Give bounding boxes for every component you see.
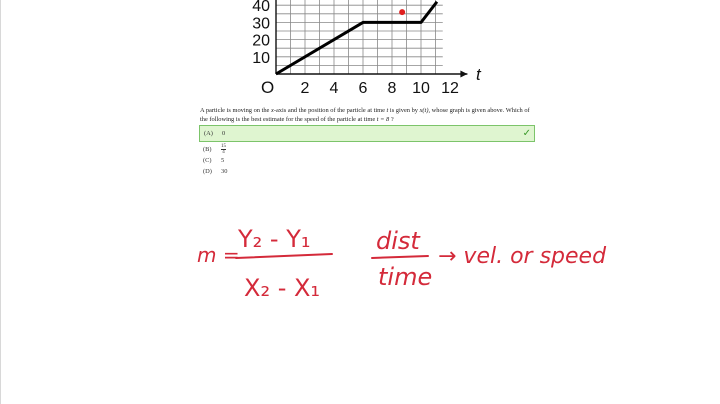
x-tick-label: 12 (441, 80, 459, 97)
slope-fraction-bar (236, 254, 332, 258)
check-icon: ✓ (522, 128, 531, 139)
velocity-note: → vel. or speed (438, 244, 607, 269)
slope-denominator: X₂ - X₁ (244, 274, 321, 302)
question-part: , whose graph is given above. Which of the following is the best estimate for the speed of the particle at time (200, 107, 530, 123)
x-tick-label: 10 (412, 80, 430, 97)
question-part: A particle is moving on the (200, 107, 271, 114)
t-axis-label: t (476, 65, 481, 84)
slope-numerator: Y₂ - Y₁ (238, 225, 311, 253)
x-tick-label: 2 (300, 80, 310, 97)
question-part: ? (389, 115, 394, 123)
question-var-x: x (271, 107, 274, 114)
fraction-denominator: 4 (222, 150, 225, 156)
x-tick-label: 6 (358, 80, 368, 97)
question-part: is given by (388, 107, 420, 114)
x-tick-label: 8 (387, 80, 397, 97)
choice-value: 0 (222, 130, 226, 137)
time-label: time (378, 263, 433, 291)
slope-lhs: m = (197, 243, 240, 267)
choice-letter: (B) (203, 146, 212, 153)
y-tick-label: 40 (252, 0, 270, 16)
question-var-t: t (386, 107, 389, 114)
question-func: x(t) (419, 107, 429, 114)
question-t-eq: t = 8 (376, 115, 390, 123)
choice-letter: (D) (203, 168, 212, 175)
dist-time-bar (372, 256, 428, 258)
choice-letter: (C) (203, 157, 212, 164)
y-tick-label: 20 (252, 32, 270, 50)
x-tick-label: 4 (329, 80, 339, 97)
y-tick-label: 10 (252, 49, 270, 67)
fraction-numerator: 15 (221, 144, 226, 150)
choice-letter: (A) (204, 130, 213, 137)
choice-value: 5 (221, 157, 225, 164)
dist-label: dist (376, 227, 420, 255)
choice-value: 30 (221, 168, 228, 175)
question-part: -axis and the position of the particle at time (273, 107, 387, 114)
origin-label: O (261, 78, 275, 97)
y-tick-label: 30 (252, 15, 270, 33)
